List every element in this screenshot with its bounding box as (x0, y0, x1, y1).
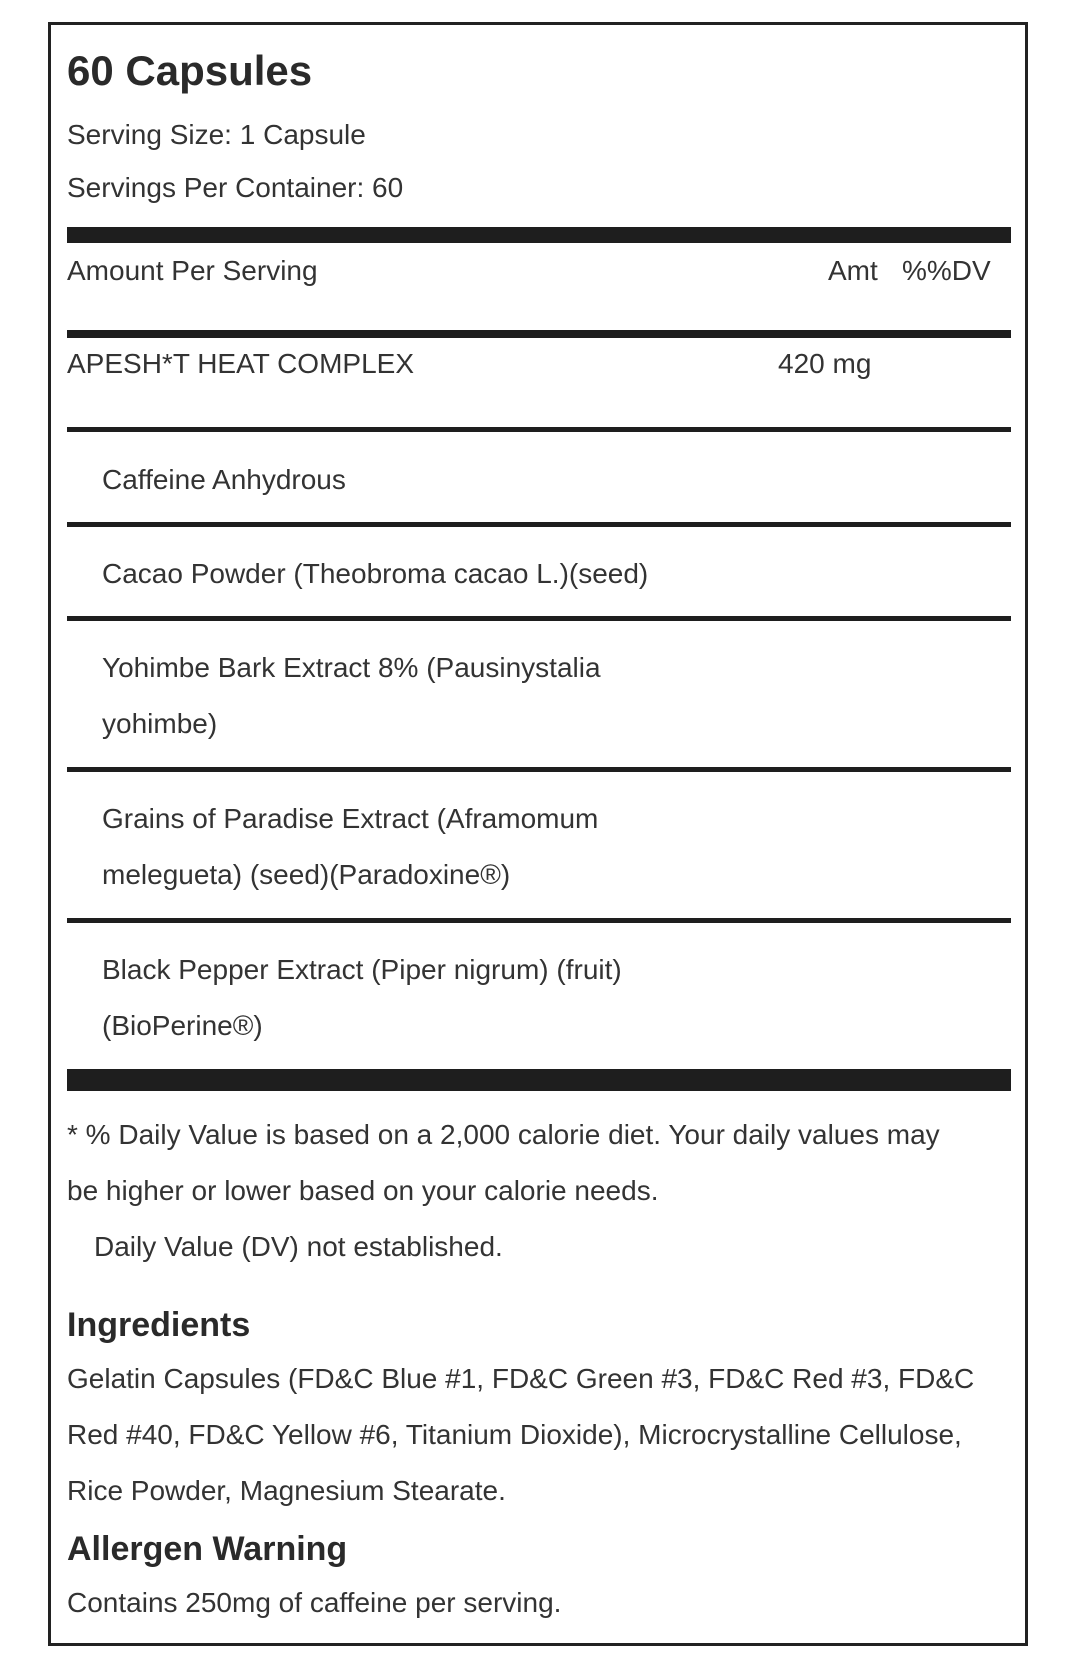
divider-thick-bottom (67, 1069, 1011, 1091)
divider-row (67, 767, 1011, 772)
ingredient-row: Cacao Powder (Theobroma cacao L.)(seed) (102, 558, 649, 589)
divider-row (67, 616, 1011, 621)
divider-row (67, 427, 1011, 432)
allergen-warning-heading: Allergen Warning (67, 1530, 348, 1568)
ingredient-row: Yohimbe Bark Extract 8% (Pausinystalia yohimbe) (102, 652, 601, 739)
ingredient-row: Black Pepper Extract (Piper nigrum) (fruit) (BioPerine®) (102, 954, 622, 1041)
divider-row (67, 918, 1011, 923)
serving-size: Serving Size: 1 Capsule (67, 119, 366, 150)
product-title: 60 Capsules (67, 47, 313, 94)
amt-column-header: Amt (828, 255, 878, 286)
complex-amount: 420 mg (778, 348, 872, 379)
amount-per-serving-label: Amount Per Serving (67, 255, 318, 286)
ingredients-text: Gelatin Capsules (FD&C Blue #1, FD&C Green #3, FD&C Red #3, FD&C Red #40, FD&C Yellow #6, Titanium Dioxide), Microcrystalline Cellulose, Rice Powder, Magnesium Stearate. (67, 1363, 975, 1506)
allergen-warning-text: Contains 250mg of caffeine per serving. (67, 1587, 562, 1618)
dv-not-established-footnote: Daily Value (DV) not established. (94, 1231, 503, 1262)
divider-row (67, 522, 1011, 527)
ingredient-row: Caffeine Anhydrous (102, 464, 346, 495)
dv-column-header: %%DV (902, 255, 991, 286)
complex-name: APESH*T HEAT COMPLEX (67, 348, 414, 379)
daily-value-footnote: * % Daily Value is based on a 2,000 calorie diet. Your daily values may be higher or lower based on your calorie needs. (67, 1119, 940, 1206)
servings-per-container: Servings Per Container: 60 (67, 172, 404, 203)
ingredient-row: Grains of Paradise Extract (Aframomum melegueta) (seed)(Paradoxine®) (102, 803, 599, 890)
divider-thick-top (67, 227, 1011, 243)
divider-header (67, 330, 1011, 338)
ingredients-heading: Ingredients (67, 1306, 251, 1344)
